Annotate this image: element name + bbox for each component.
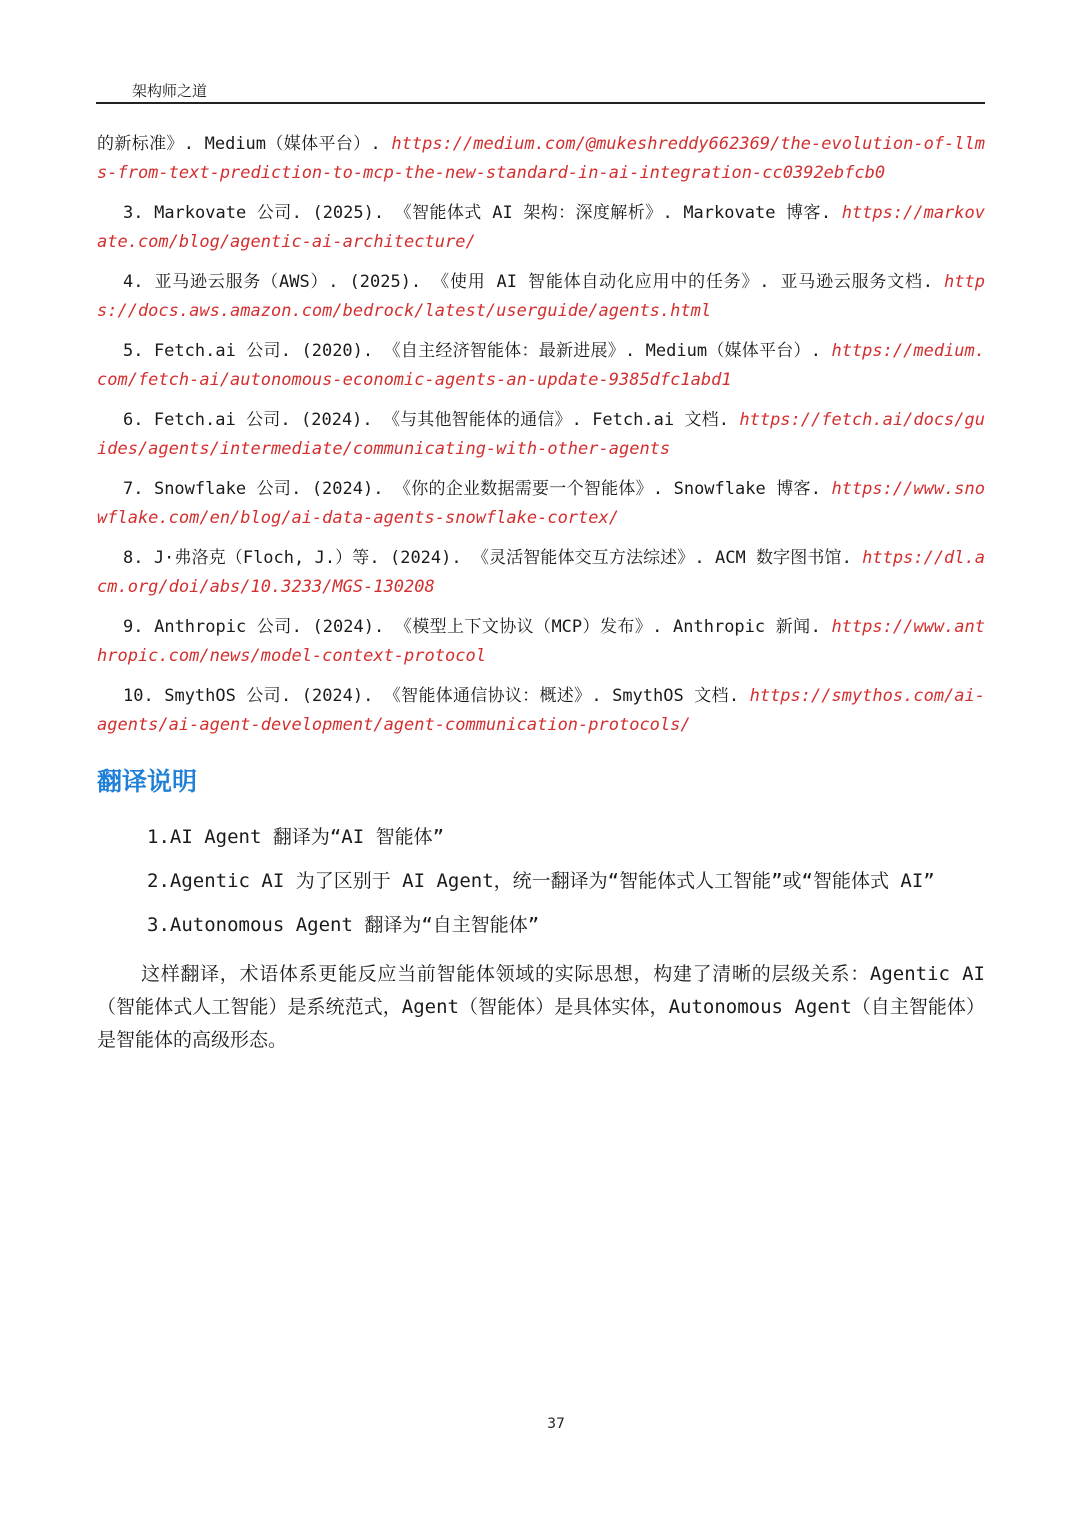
reference-item	[97, 682, 985, 740]
reference-item	[97, 130, 985, 188]
reference-item	[97, 613, 985, 671]
reference-link[interactable]: https://fetch.ai/docs/guides/agents/intermediate/communicating-with-other-agents	[97, 410, 985, 459]
reference-text: 7. Snowflake 公司. (2024). 《你的企业数据需要一个智能体》. Snowflake 博客.	[123, 479, 832, 499]
reference-text: 5. Fetch.ai 公司. (2020). 《自主经济智能体：最新进展》. Medium（媒体平台）.	[123, 341, 832, 361]
reference-text: 9. Anthropic 公司. (2024). 《模型上下文协议（MCP）发布》. Anthropic 新闻.	[123, 617, 832, 637]
reference-link[interactable]: https://dl.acm.org/doi/abs/10.3233/MGS-130208	[97, 548, 985, 597]
reference-link[interactable]: https://docs.aws.amazon.com/bedrock/latest/userguide/agents.html	[97, 272, 985, 321]
translation-note-item: 3.Autonomous Agent 翻译为“自主智能体”	[147, 914, 540, 936]
reference-link[interactable]: https://www.snowflake.com/en/blog/ai-data-agents-snowflake-cortex/	[97, 479, 985, 528]
reference-link[interactable]: https://www.anthropic.com/news/model-context-protocol	[97, 617, 985, 666]
translation-notes-list	[147, 823, 987, 955]
page-number: 37	[547, 1416, 565, 1432]
reference-item	[97, 544, 985, 602]
running-header-title: 架构师之道	[132, 82, 208, 100]
header-divider	[96, 102, 985, 104]
reference-text: 8. J·弗洛克（Floch, J.）等. (2024). 《灵活智能体交互方法综述》. ACM 数字图书馆.	[123, 548, 863, 568]
reference-link[interactable]: https://markovate.com/blog/agentic-ai-architecture/	[97, 203, 985, 252]
reference-text: 6. Fetch.ai 公司. (2024). 《与其他智能体的通信》. Fetch.ai 文档.	[123, 410, 740, 430]
section-heading-translation-notes: 翻译说明	[97, 767, 198, 796]
reference-item	[97, 268, 985, 326]
translation-note-item: 2.Agentic AI 为了区别于 AI Agent，统一翻译为“智能体式人工智能”或“智能体式 AI”	[147, 870, 935, 892]
reference-link[interactable]: https://smythos.com/ai-agents/ai-agent-development/agent-communication-protocols/	[97, 686, 985, 735]
reference-link[interactable]: https://medium.com/@mukeshreddy662369/the-evolution-of-llms-from-text-prediction-to-mcp-the-new-standard-in-ai-integration-cc0392ebfcb0	[97, 134, 985, 183]
reference-item	[97, 199, 985, 257]
reference-text: 10. SmythOS 公司. (2024). 《智能体通信协议：概述》. SmythOS 文档.	[123, 686, 750, 706]
reference-text: 4. 亚马逊云服务（AWS）. (2025). 《使用 AI 智能体自动化应用中的任务》. 亚马逊云服务文档.	[123, 272, 945, 292]
reference-item	[97, 406, 985, 464]
reference-link[interactable]: https://medium.com/fetch-ai/autonomous-economic-agents-an-update-9385dfc1abd1	[97, 341, 985, 390]
translation-summary-paragraph: 这样翻译，术语体系更能反应当前智能体领域的实际思想，构建了清晰的层级关系：Agentic AI（智能体式人工智能）是系统范式，Agent（智能体）是具体实体，Autonomous Agent（自主智能体）是智能体的高级形态。	[97, 963, 985, 1051]
reference-list	[97, 130, 985, 751]
reference-item	[97, 337, 985, 395]
reference-text: 的新标准》. Medium（媒体平台）.	[97, 134, 392, 154]
reference-text: 3. Markovate 公司. (2025). 《智能体式 AI 架构：深度解析》. Markovate 博客.	[123, 203, 842, 223]
reference-item	[97, 475, 985, 533]
translation-note-item: 1.AI Agent 翻译为“AI 智能体”	[147, 826, 445, 848]
